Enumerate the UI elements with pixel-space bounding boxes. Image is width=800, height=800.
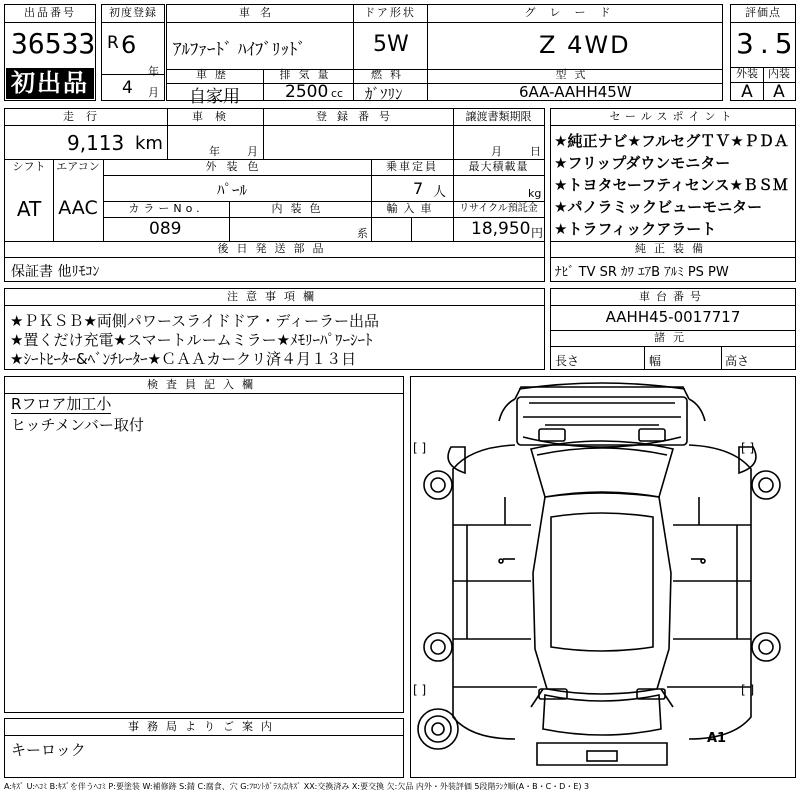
inspector-line-1: Rフロア加工小 — [11, 395, 112, 413]
capacity-label: 乗車定員 — [386, 160, 438, 173]
height-label: 高さ — [725, 354, 750, 368]
chassis-value: AAHH45-0017717 — [605, 308, 741, 326]
car-name-label: 車名 — [239, 6, 281, 19]
model-value: 6AA-AAHH45W — [519, 83, 632, 101]
chassis-label: 車台番号 — [639, 290, 707, 303]
score-label: 評価点 — [745, 6, 781, 19]
transfer-label: 譲渡書類期限 — [465, 110, 532, 123]
history-label: 車歴 — [196, 68, 234, 81]
month-unit: 月 — [148, 86, 159, 99]
mileage-unit: km — [135, 133, 163, 154]
notes-line-3: ★ｼｰﾄﾋｰﾀｰ&ﾍﾞﾝﾁﾚｰﾀｰ★ＣＡＡカークリ済４月１３日 — [10, 350, 357, 368]
capacity-value: 7 — [413, 179, 424, 198]
year-unit: 年 — [148, 65, 159, 78]
office-text: キーロック — [11, 741, 86, 759]
int-color-label: 内装色 — [271, 202, 329, 215]
equip-label: 純正装備 — [635, 242, 711, 255]
ac-value: AAC — [58, 197, 98, 219]
recycle-label: リサイクル預託金 — [459, 203, 538, 214]
displacement-label: 排気量 — [279, 68, 337, 81]
recycle-unit: 円 — [531, 226, 544, 240]
bracket-left-top: [ ] — [413, 441, 427, 455]
door-type: 5W — [373, 32, 409, 57]
sales-points-label: セールスポイント — [609, 110, 737, 123]
sales-points-box — [550, 108, 796, 282]
office-box — [4, 718, 404, 778]
office-label: 事務局よりご案内 — [128, 720, 280, 733]
ext-color-value: ﾊﾟｰﾙ — [217, 181, 248, 199]
length-label: 長さ — [555, 354, 580, 368]
insp-month-unit: 月 — [247, 145, 258, 158]
sales-line-5: ★トラフィックアラート — [554, 220, 717, 238]
later-parts-value: 保証書 他ﾘﾓｺﾝ — [11, 264, 100, 280]
notes-line-2: ★置くだけ充電★スマートルームミラー★ﾒﾓﾘｰﾊﾟﾜｰｼｰﾄ — [10, 331, 373, 349]
sales-line-3: ★トヨタセーフティセンス★ＢＳＭ — [554, 176, 788, 194]
bracket-right-top: [ ] — [741, 441, 755, 455]
exterior-label: 外装 — [736, 67, 758, 80]
bracket-left-bottom: [ ] — [413, 683, 427, 697]
transfer-day-unit: 日 — [530, 145, 541, 158]
width-label: 幅 — [649, 354, 662, 368]
load-label: 最大積載量 — [468, 160, 529, 173]
legend-footer: A:ｷｽﾞ U:ﾍｺﾐ B:ｷｽﾞを伴うﾍｺﾐ P:要塗装 W:補修跡 S:錆 C:腐食、穴 G:ﾌﾛﾝﾄｶﾞﾗｽ点ｷｽﾞ XX:交換済み X:要交換 欠:欠品 内外・外装評価 5段階ﾗﾝｸ順(A・B・C・D・E) 3 — [4, 782, 590, 791]
lot-box — [4, 4, 96, 101]
score-box — [730, 4, 799, 102]
damage-diagram-box — [410, 376, 796, 778]
model-label: 型式 — [555, 68, 594, 81]
inspector-box — [4, 376, 404, 713]
displacement-value: 2500 — [285, 82, 329, 102]
vehicle-info-box — [166, 4, 723, 107]
door-label: ドア形状 — [364, 6, 416, 19]
era: R — [107, 33, 119, 53]
history-value: 自家用 — [189, 87, 240, 107]
first-reg-label: 初度登録 — [109, 6, 157, 19]
damage-mark-a1: A1 — [707, 731, 727, 746]
reg-month: 4 — [122, 78, 133, 98]
notes-box — [4, 288, 545, 370]
ac-label: エアコン — [56, 160, 100, 173]
notes-line-1: ★ＰＫＳＢ★両側パワースライドドア・ディーラー出品 — [10, 312, 380, 330]
grade-value: Z 4WD — [539, 31, 631, 59]
lot-label: 出品番号 — [24, 6, 76, 19]
sales-line-2: ★フリップダウンモニター — [554, 154, 731, 172]
dims-label: 諸元 — [654, 331, 692, 344]
first-listing-badge: 初出品 — [6, 68, 94, 99]
recycle-value: 18,950 — [471, 219, 531, 239]
grade-label: グレード — [524, 6, 625, 19]
displacement-unit: cc — [331, 87, 344, 100]
chassis-box — [550, 288, 796, 370]
fuel-label: 燃料 — [371, 68, 409, 81]
car-diagram — [411, 377, 794, 776]
inspector-label: 検査員記入欄 — [147, 378, 261, 391]
insp-year-unit: 年 — [209, 145, 220, 158]
color-no-label: カラーNo. — [128, 202, 204, 215]
load-unit: kg — [528, 187, 542, 200]
inspection-label: 車検 — [192, 110, 238, 123]
equip-value: ﾅﾋﾞ TV SR ｶﾜ ｴｱB ｱﾙﾐ PS PW — [555, 265, 729, 280]
bracket-right-bottom: [ ] — [741, 683, 755, 697]
shift-value: AT — [16, 197, 42, 221]
int-color-unit: 系 — [357, 227, 368, 240]
capacity-unit: 人 — [433, 185, 447, 200]
interior-grade: A — [773, 82, 785, 102]
later-parts-label: 後日発送部品 — [217, 242, 332, 255]
notes-label: 注意事項欄 — [227, 290, 322, 303]
sales-line-1: ★純正ナビ★フルセグＴＶ★ＰＤＡ — [554, 132, 789, 150]
color-no-value: 089 — [149, 219, 182, 239]
sales-line-4: ★パノラミックビューモニター — [554, 198, 763, 216]
fuel-value: ｶﾞｿﾘﾝ — [365, 85, 403, 103]
reg-no-label: 登録番号 — [316, 110, 400, 123]
exterior-grade: A — [741, 82, 753, 102]
ext-color-label: 外装色 — [205, 160, 269, 173]
transfer-month-unit: 月 — [491, 145, 502, 158]
lot-number: 36533 — [11, 27, 96, 60]
mileage-label: 走行 — [63, 110, 109, 123]
car-name: ｱﾙﾌｧｰﾄﾞ ﾊｲﾌﾞﾘｯﾄﾞ — [173, 40, 306, 60]
reg-year: 6 — [121, 31, 137, 59]
inspector-line-2: ヒッチメンバー取付 — [11, 416, 144, 434]
import-label: 輸入車 — [386, 202, 438, 215]
mileage-value: 9,113 — [67, 131, 125, 155]
details-box — [4, 108, 545, 282]
interior-label: 内装 — [768, 67, 790, 80]
first-registration-box — [101, 4, 165, 101]
score-value: 3.5 — [736, 27, 799, 60]
shift-label: シフト — [12, 160, 46, 173]
